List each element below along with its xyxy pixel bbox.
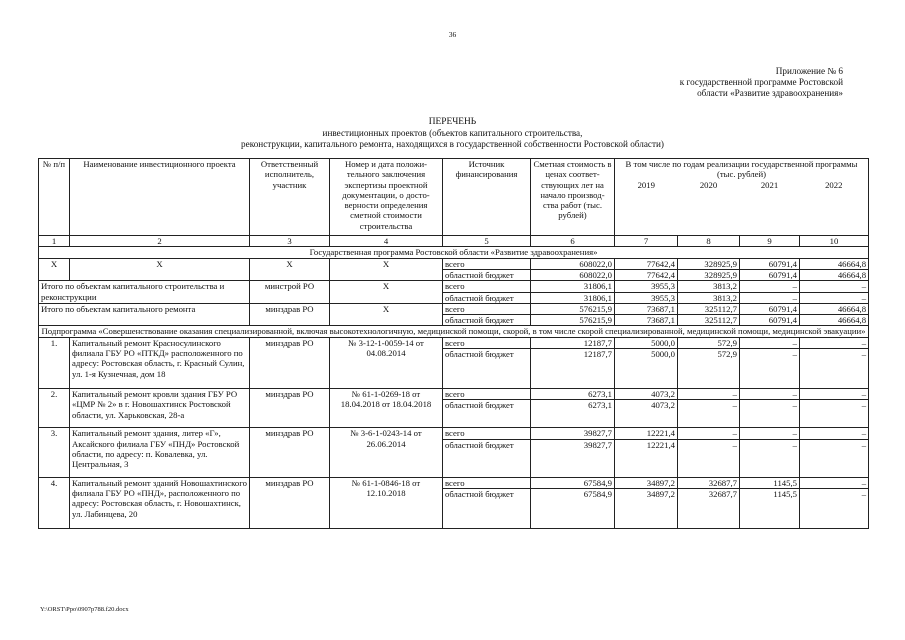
- cost-cell: 608022,0: [531, 269, 615, 280]
- column-number: 8: [678, 236, 740, 247]
- source-cell: областной бюджет: [443, 292, 531, 303]
- total-num: X: [39, 258, 70, 281]
- header-year: 2019: [615, 180, 678, 236]
- totals-row: [39, 281, 869, 292]
- year-value-cell: 12221,4: [615, 428, 678, 439]
- year-value-cell: 3813,2: [678, 292, 740, 303]
- column-number: 7: [615, 236, 678, 247]
- project-row: [39, 477, 869, 488]
- cost-cell: 31806,1: [531, 292, 615, 303]
- year-value-cell: 572,9: [678, 337, 740, 348]
- header-num: № п/п: [39, 159, 70, 236]
- year-value-cell: 3813,2: [678, 281, 740, 292]
- total-name: Итого по объектам капитального строительства и реконструкции: [39, 281, 250, 304]
- project-expertise: № 61-1-0846-18 от 12.10.2018: [330, 477, 443, 528]
- source-cell: всего: [443, 303, 531, 314]
- year-value-cell: –: [740, 337, 800, 348]
- year-value-cell: –: [800, 389, 869, 400]
- project-name: Капитальный ремонт здания, литер «Г», Аксайского филиала ГБУ «ПНД» Ростовской области, по адресу: п. Ковалевка, ул. Центральная, 3: [70, 428, 250, 477]
- year-value-cell: 325112,7: [678, 315, 740, 326]
- year-value-cell: 46664,8: [800, 258, 869, 269]
- year-value-cell: –: [800, 349, 869, 389]
- program-title-row: [39, 247, 869, 258]
- source-cell: всего: [443, 281, 531, 292]
- year-value-cell: 32687,7: [678, 477, 740, 488]
- year-value-cell: –: [800, 488, 869, 528]
- project-num: 1.: [39, 337, 70, 388]
- header-cost: Сметная стоимость в ценах соответ-ствующих лет на начало производ-ства работ (тыс. рублей): [531, 159, 615, 236]
- year-value-cell: 77642,4: [615, 258, 678, 269]
- year-value-cell: –: [800, 400, 869, 428]
- cost-cell: 39827,7: [531, 439, 615, 477]
- totals-row: [39, 303, 869, 314]
- source-cell: областной бюджет: [443, 439, 531, 477]
- year-value-cell: 4073,2: [615, 400, 678, 428]
- header-by-years: В том числе по годам реализации государственной программы (тыс. рублей): [615, 159, 869, 180]
- year-value-cell: –: [800, 428, 869, 439]
- project-num: 2.: [39, 389, 70, 428]
- year-value-cell: 12221,4: [615, 439, 678, 477]
- header-name: Наименование инвестиционного проекта: [70, 159, 250, 236]
- total-expertise: X: [330, 303, 443, 326]
- project-responsible: минздрав РО: [250, 389, 330, 428]
- document-subtitle: [0, 128, 905, 150]
- year-value-cell: 46664,8: [800, 303, 869, 314]
- header-year: 2021: [740, 180, 800, 236]
- source-cell: всего: [443, 389, 531, 400]
- year-value-cell: 60791,4: [740, 258, 800, 269]
- source-cell: областной бюджет: [443, 488, 531, 528]
- year-value-cell: –: [678, 400, 740, 428]
- cost-cell: 576215,9: [531, 315, 615, 326]
- cost-cell: 67584,9: [531, 488, 615, 528]
- subtitle-line: реконструкции, капитального ремонта, находящихся в государственной собственности Ростовской области): [241, 139, 664, 149]
- column-number: 10: [800, 236, 869, 247]
- year-value-cell: –: [800, 281, 869, 292]
- column-number: 2: [70, 236, 250, 247]
- cost-cell: 12187,7: [531, 349, 615, 389]
- total-name: Итого по объектам капитального ремонта: [39, 303, 250, 326]
- year-value-cell: 34897,2: [615, 477, 678, 488]
- total-responsible: минстрой РО: [250, 281, 330, 304]
- year-value-cell: –: [740, 428, 800, 439]
- project-expertise: № 3-12-1-0059-14 от 04.08.2014: [330, 337, 443, 388]
- total-responsible: минздрав РО: [250, 303, 330, 326]
- cost-cell: 608022,0: [531, 258, 615, 269]
- year-value-cell: 73687,1: [615, 315, 678, 326]
- year-value-cell: –: [740, 349, 800, 389]
- document-title: ПЕРЕЧЕНЬ: [428, 117, 477, 127]
- cost-cell: 6273,1: [531, 400, 615, 428]
- source-cell: областной бюджет: [443, 349, 531, 389]
- year-value-cell: –: [678, 428, 740, 439]
- appendix-line: области «Развитие здравоохранения»: [697, 88, 843, 98]
- column-number: 3: [250, 236, 330, 247]
- year-value-cell: –: [740, 389, 800, 400]
- project-responsible: минздрав РО: [250, 337, 330, 388]
- year-value-cell: 5000,0: [615, 349, 678, 389]
- header-source: Источник финансирования: [443, 159, 531, 236]
- year-value-cell: 325112,7: [678, 303, 740, 314]
- year-value-cell: –: [800, 477, 869, 488]
- year-value-cell: –: [678, 389, 740, 400]
- column-number: 5: [443, 236, 531, 247]
- year-value-cell: 328925,9: [678, 269, 740, 280]
- year-value-cell: –: [678, 439, 740, 477]
- year-value-cell: 34897,2: [615, 488, 678, 528]
- total-expertise: X: [330, 281, 443, 304]
- year-value-cell: 328925,9: [678, 258, 740, 269]
- year-value-cell: –: [740, 292, 800, 303]
- year-value-cell: –: [740, 439, 800, 477]
- header-year: 2020: [678, 180, 740, 236]
- year-value-cell: 46664,8: [800, 269, 869, 280]
- project-row: [39, 428, 869, 439]
- project-num: 3.: [39, 428, 70, 477]
- year-value-cell: 1145,5: [740, 477, 800, 488]
- year-value-cell: 60791,4: [740, 269, 800, 280]
- source-cell: областной бюджет: [443, 315, 531, 326]
- header-year: 2022: [800, 180, 869, 236]
- cost-cell: 6273,1: [531, 389, 615, 400]
- project-num: 4.: [39, 477, 70, 528]
- project-name: Капитальный ремонт Красносулинского филиала ГБУ РО «ПТКД» расположенного по адресу: Ростовская область, г. Красный Сулин, ул. 1-я Кузнечная, дом 18: [70, 337, 250, 388]
- year-value-cell: –: [740, 400, 800, 428]
- cost-cell: 39827,7: [531, 428, 615, 439]
- year-value-cell: 73687,1: [615, 303, 678, 314]
- project-responsible: минздрав РО: [250, 477, 330, 528]
- appendix-caption: [603, 66, 843, 99]
- column-number: 9: [740, 236, 800, 247]
- year-value-cell: 4073,2: [615, 389, 678, 400]
- column-number: 4: [330, 236, 443, 247]
- subtitle-line: инвестиционных проектов (объектов капитального строительства,: [322, 128, 583, 138]
- appendix-line: Приложение № 6: [775, 66, 843, 76]
- totals-row: [39, 258, 869, 269]
- source-cell: всего: [443, 477, 531, 488]
- total-name: X: [70, 258, 250, 281]
- year-value-cell: 60791,4: [740, 315, 800, 326]
- year-value-cell: 3955,3: [615, 292, 678, 303]
- year-value-cell: –: [800, 292, 869, 303]
- page-number: 36: [448, 30, 457, 39]
- file-path-footer: Y:\ORST\Ppo\0907p788.f20.docx: [40, 606, 129, 613]
- projects-table: [38, 158, 869, 529]
- total-expertise: X: [330, 258, 443, 281]
- column-number: 1: [39, 236, 70, 247]
- total-responsible: X: [250, 258, 330, 281]
- source-cell: всего: [443, 428, 531, 439]
- header-responsible: Ответственный исполнитель, участник: [250, 159, 330, 236]
- source-cell: всего: [443, 258, 531, 269]
- project-row: [39, 337, 869, 348]
- year-value-cell: 3955,3: [615, 281, 678, 292]
- header-expertise: Номер и дата положи-тельного заключения экспертизы проектной документации, о досто-верности определения сметной стоимости строительства: [330, 159, 443, 236]
- year-value-cell: 1145,5: [740, 488, 800, 528]
- subprogram-title-row: [39, 326, 869, 337]
- project-expertise: № 3-6-1-0243-14 от 26.06.2014: [330, 428, 443, 477]
- project-responsible: минздрав РО: [250, 428, 330, 477]
- year-value-cell: –: [800, 439, 869, 477]
- project-name: Капитальный ремонт зданий Новошахтинского филиала ГБУ РО «ПНД», расположенного по адресу: Ростовская область, г. Новошахтинск, ул. Лабинцева, 20: [70, 477, 250, 528]
- year-value-cell: –: [740, 281, 800, 292]
- year-value-cell: 46664,8: [800, 315, 869, 326]
- year-value-cell: 5000,0: [615, 337, 678, 348]
- year-value-cell: 572,9: [678, 349, 740, 389]
- column-number: 6: [531, 236, 615, 247]
- cost-cell: 67584,9: [531, 477, 615, 488]
- year-value-cell: 60791,4: [740, 303, 800, 314]
- subprogram-title: Подпрограмма «Совершенствование оказания специализированной, включая высокотехнологичную, медицинской помощи, скорой, в том числе скорой специализированной, медицинской помощи, медицинской эвакуации»: [39, 326, 869, 337]
- cost-cell: 31806,1: [531, 281, 615, 292]
- cost-cell: 576215,9: [531, 303, 615, 314]
- program-title: Государственная программа Ростовской области «Развитие здравоохранения»: [39, 247, 869, 258]
- source-cell: всего: [443, 337, 531, 348]
- column-numbers-row: [39, 236, 869, 247]
- appendix-line: к государственной программе Ростовской: [679, 77, 843, 87]
- project-expertise: № 61-1-0269-18 от 18.04.2018 от 18.04.2018: [330, 389, 443, 428]
- project-row: [39, 389, 869, 400]
- cost-cell: 12187,7: [531, 337, 615, 348]
- source-cell: областной бюджет: [443, 400, 531, 428]
- year-value-cell: –: [800, 337, 869, 348]
- source-cell: областной бюджет: [443, 269, 531, 280]
- year-value-cell: 32687,7: [678, 488, 740, 528]
- header-row: [39, 159, 869, 180]
- project-name: Капитальный ремонт кровли здания ГБУ РО «ЦМР № 2» в г. Новошахтинск Ростовской области, ул. Харьковская, 28-а: [70, 389, 250, 428]
- year-value-cell: 77642,4: [615, 269, 678, 280]
